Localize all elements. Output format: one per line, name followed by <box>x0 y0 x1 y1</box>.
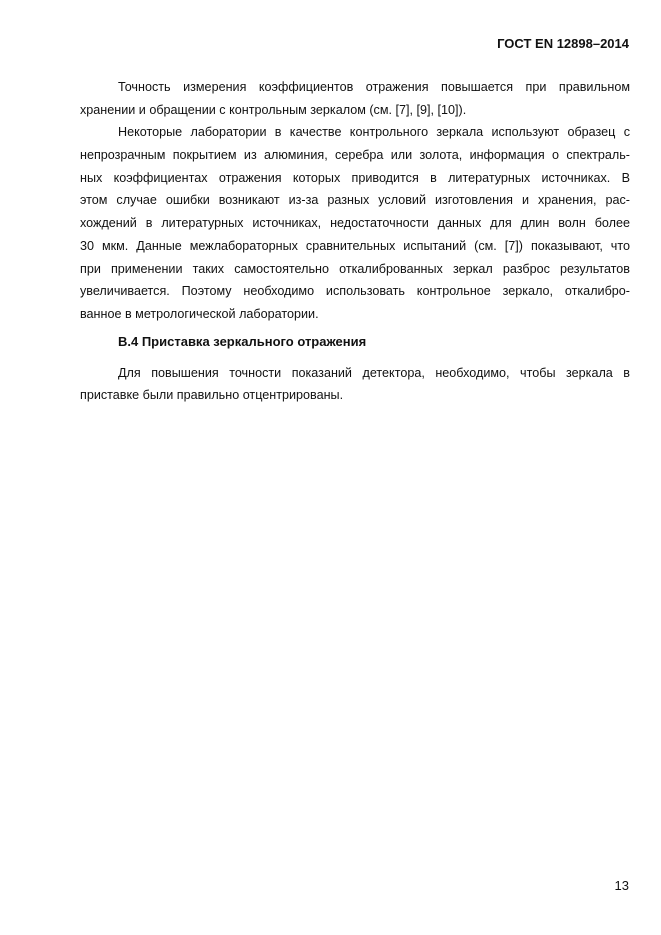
text-line: Точность измерения коэффициентов отражения повышается при правильном <box>118 80 630 94</box>
paragraph-1 <box>80 76 630 121</box>
text-line: ных коэффициентах отражения которых приводится в литературных источниках. В <box>80 170 630 185</box>
page-number: 13 <box>614 878 629 893</box>
text-line: Некоторые лаборатории в качестве контрольного зеркала используют образец с <box>118 125 630 140</box>
text-line: хождений в литературных источниках, недостаточности данных для длин волн более <box>80 216 630 231</box>
paragraph-2 <box>80 121 630 325</box>
text-line: хранении и обращении с контрольным зеркалом (см. [7], [9], [10]). <box>80 102 467 117</box>
document-header-id: ГОСТ EN 12898–2014 <box>497 36 629 51</box>
text-line: ванное в метрологической лаборатории. <box>80 306 319 321</box>
text-line: увеличивается. Поэтому необходимо использовать контрольное зеркало, откалибро- <box>80 284 630 299</box>
section-heading: В.4 Приставка зеркального отражения <box>118 333 367 349</box>
text-line: при применении таких самостоятельно откалиброванных зеркал разброс результатов <box>80 261 630 276</box>
text-line: 30 мкм. Данные межлабораторных сравнительных испытаний (см. [7]) показывают, что <box>80 238 630 253</box>
text-line: этом случае ошибки возникают из-за разных условий изготовления и хранения, рас- <box>80 193 630 208</box>
text-line: непрозрачным покрытием из алюминия, серебра или золота, информация о спектраль- <box>80 148 630 163</box>
document-body <box>80 76 630 407</box>
paragraph-3 <box>80 362 630 407</box>
text-line: Для повышения точности показаний детектора, необходимо, чтобы зеркала в <box>118 365 630 380</box>
text-line: приставке были правильно отцентрированы. <box>80 388 344 403</box>
